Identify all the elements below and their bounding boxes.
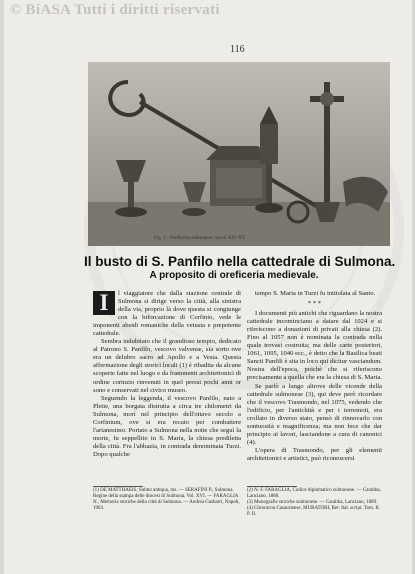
- document-page: [4, 0, 412, 574]
- footnote: (4) Chronicon Casauriense, MURATORI, Rer. Ital. script. Tom. II. P. II.: [247, 506, 380, 517]
- paragraph: I documenti più antichi che riguardano la nostra cattedrale incominciano a datare dal 1024 e si riferiscono a donazioni di privati alla chiesa (2). Fino al 1057 non è nominata la contrada nella quale trovasi costruita; ma delle carte posteriori, 1061, 1095, 1040 ecc., è detto che la Basilica beati Sancti Panfili è sita in loco qui dicitur vasciandum. Nostra dell'epoca, poichè che si riferiscono precisamente a quella che era la chiesa di S. Maria.: [247, 310, 382, 382]
- left-column: [93, 290, 241, 459]
- paragraph: Se parlò a lungo altrove delle vicende della cattedrale sulmonese (3), qui deve però ricordare che il vescovo Trasmondo, nel 1075, vedendo che l'edificio, per l'antichità e per i terremoti, era crollato in diverso stato, pensò di rinnovarlo con sontuosità e magnificenza; ma non fece che dar principio ai lavori, lasciandone a cura di canonici (4).: [247, 382, 382, 446]
- figure-caption: Fig. 1 - Oreficeria sulmonese, secoli XIV-XV: [154, 236, 246, 241]
- footnote-rule-right: [247, 486, 297, 487]
- drop-cap: I: [93, 291, 115, 315]
- paragraph: l viaggiatore che dalla stazione centrale di Sulmona si dirige verso la città, alla sinistra della via, proprio là dove questa si congiunge con la biforcazione di Corfinio, vede le imponenti absidi romaniche della vetusta e prepotente cattedrale.: [93, 290, 241, 338]
- article-title: Il busto di S. Panfilo nella cattedrale di Sulmona.: [84, 254, 396, 269]
- figure-photograph: [88, 62, 390, 246]
- section-separator: * * *: [307, 300, 322, 308]
- footnotes-right: [247, 488, 382, 518]
- paragraph: Sembra indubitato che il grandioso tempio, dedicato al Patrono S. Panfilo, vescovo valvense, sia sorto ove era un delubro sacro ad Apollo e a Vesta. Questa affermazione degli storici locali (1) è ribadita da alcune scoperte fatte nel luogo e da frammenti architettonici di ordine corinzio rinvenuti in quel pressi pochi anni or sono e conservati nel civico museo.: [93, 338, 241, 394]
- footnote: (1) DE MATTHAEIS, Sulmo antiqua, ms. — SERAFINI P., Sulmona. Regine della stampa delle diocesi di Sulmona. Vol. XVI. — FARAGLIA N., Memorie storiche della città di Sulmona. — Andrea Gasbarri, Napoli, 1903.: [93, 488, 240, 511]
- article-subtitle: A proposito di oreficeria medievale.: [149, 270, 319, 281]
- watermark-text: © BiASA Tutti i diritti riservati: [10, 2, 220, 18]
- right-column: [247, 290, 382, 463]
- paragraph: L'opera di Trasmondo, per gli elementi architettonici e artistici, può riconoscersi: [247, 446, 382, 462]
- goldsmith-artifacts-image: [88, 62, 390, 246]
- footnote: (3) Monografie storiche sulmonese. — Carabba, Lanciano, 1889.: [247, 500, 378, 505]
- page-number: 116: [230, 44, 245, 55]
- paragraph: tempo S. Maria in Turzi fu intitolata al Santo.: [255, 290, 376, 297]
- footnotes-left: [93, 488, 241, 512]
- paragraph: Seguendo la leggenda, il vescovo Panfilo, nato a Pletie, una borgata distrutta a circa tre chilometri da Sulmona, morì nel principio dell'ottavo secolo a Corfinium, ove si era recato per combattere l'arianesimo. Portato a Sulmona nella notte che seguì la morte, fu seppellito in S. Maria, la chiesa prediletta della città. Fra l'abbazia, in contrada denominata Turzi. Dopo qualche: [93, 394, 241, 458]
- footnote: (2) N. F. FARAGLIA, Codice diplomatico sulmonese. — Carabba, Lanciano, 1888.: [247, 488, 381, 499]
- footnote-rule-left: [93, 486, 143, 487]
